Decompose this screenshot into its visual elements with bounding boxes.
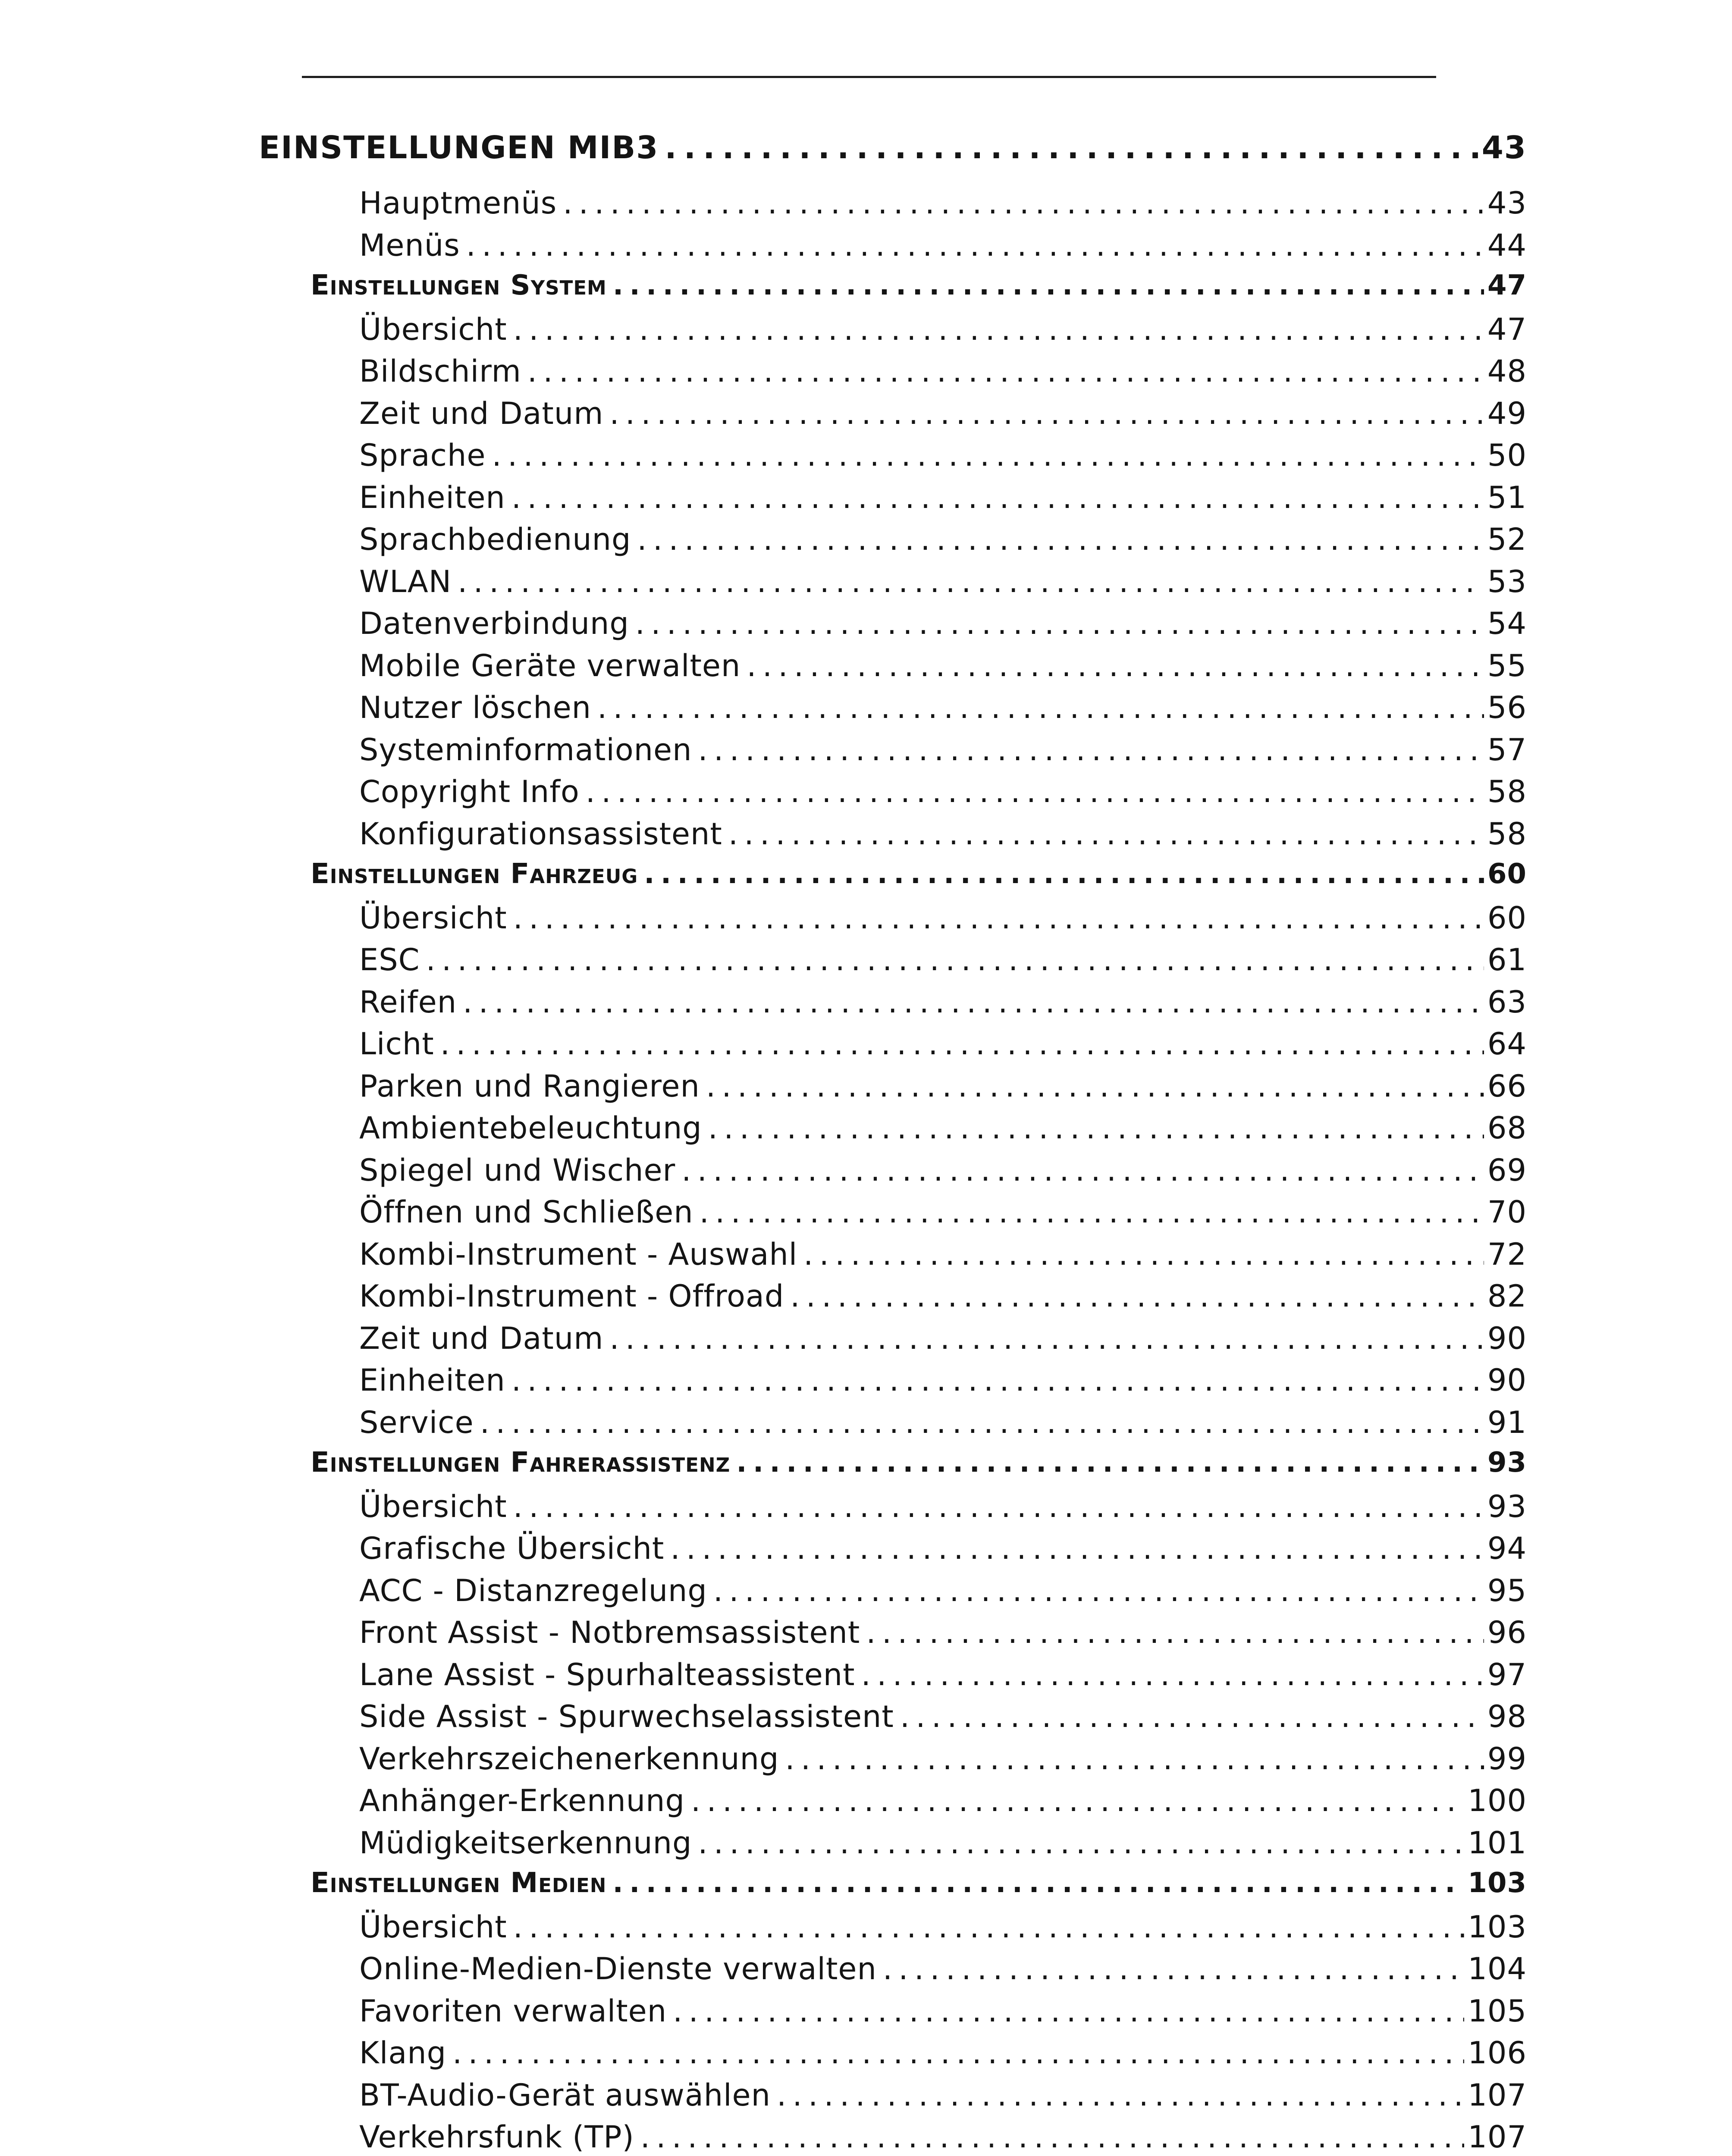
toc-entry-title: Datenverbindung [359,606,629,641]
toc-entry-title: Konfigurationsassistent [359,816,722,852]
toc-entry-title: Lane Assist - Spurhalteassistent [359,1657,855,1692]
toc-entry-page-number: 49 [1487,395,1527,431]
dot-leader [698,732,1484,768]
dot-leader [458,564,1484,599]
dot-leader [597,690,1484,725]
dot-leader [511,1363,1484,1398]
toc-entry-title: Übersicht [359,1909,507,1945]
toc-entry-title: Grafische Übersicht [359,1531,665,1566]
dot-leader [670,1531,1484,1566]
toc-entry-page-number: 103 [1468,1867,1527,1899]
toc-entry-title: Reifen [359,984,457,1020]
toc-entry-page-number: 90 [1487,1363,1527,1398]
toc-entry-subsection[interactable] [259,522,1527,564]
dot-leader [673,1993,1464,2029]
toc-entry-subsection[interactable] [259,1110,1527,1153]
toc-entry-page-number: 54 [1487,606,1527,641]
toc-entry-title: Einheiten [359,479,505,515]
toc-entry-page-number: 106 [1468,2035,1527,2071]
toc-entry-title: Service [359,1404,474,1440]
toc-entry-subsection[interactable] [259,1153,1527,1195]
dot-leader [440,1026,1484,1062]
toc-entry-title: Sprache [359,438,486,473]
toc-entry-page-number: 98 [1487,1699,1527,1734]
toc-entry-page-number: 100 [1468,1783,1527,1818]
dot-leader [612,1867,1464,1899]
toc-entry-page-number: 82 [1487,1279,1527,1314]
dot-leader [708,1110,1484,1146]
dot-leader [513,900,1484,936]
dot-leader [747,648,1484,683]
toc-entry-page-number: 103 [1468,1909,1527,1945]
toc-entry-title: Nutzer löschen [359,690,592,725]
toc-entry-subsection[interactable] [259,185,1527,228]
toc-entry-section[interactable] [259,1447,1527,1489]
toc-entry-title: Side Assist - Spurwechselassistent [359,1699,894,1734]
toc-entry-title: Spiegel und Wischer [359,1152,676,1188]
toc-entry-page-number: 72 [1487,1236,1527,1272]
dot-leader [609,396,1484,431]
toc-entry-subsection[interactable] [259,1825,1527,1868]
toc-entry-page-number: 51 [1487,479,1527,515]
toc-entry-subsection[interactable] [259,606,1527,648]
toc-entry-subsection[interactable] [259,1531,1527,1573]
toc-entry-title: Müdigkeitserkennung [359,1825,692,1861]
toc-entry-subsection[interactable] [259,1699,1527,1741]
dot-leader [635,606,1484,641]
toc-entry-page-number: 90 [1487,1320,1527,1356]
toc-entry-page-number: 52 [1487,522,1527,557]
dot-leader [700,1194,1484,1230]
toc-entry-title: Online-Medien-Dienste verwalten [359,1951,877,1987]
dot-leader [511,480,1484,515]
toc-entry-page-number: 97 [1487,1657,1527,1692]
toc-entry-title: Einstellungen Fahrerassistenz [311,1447,731,1479]
toc-entry-subsection[interactable] [259,354,1527,396]
toc-entry-page-number: 70 [1487,1194,1527,1230]
toc-entry-title: Kombi-Instrument - Offroad [359,1279,784,1314]
toc-entry-subsection[interactable] [259,1657,1527,1699]
toc-entry-subsection[interactable] [259,1026,1527,1069]
toc-entry-page-number: 56 [1487,690,1527,725]
dot-leader [463,984,1484,1020]
toc-entry-title: WLAN [359,564,452,599]
toc-entry-page-number: 69 [1487,1152,1527,1188]
dot-leader [665,129,1478,166]
toc-entry-subsection[interactable] [259,1237,1527,1279]
toc-entry-page-number: 101 [1468,1825,1527,1861]
toc-entry-subsection[interactable] [259,774,1527,816]
dot-leader [728,816,1484,852]
dot-leader [527,354,1484,389]
dot-leader [681,1153,1484,1188]
toc-entry-title: Zeit und Datum [359,395,604,431]
toc-entry-title: Verkehrszeichenerkennung [359,1741,779,1777]
toc-entry-page-number: 48 [1487,354,1527,389]
toc-entry-page-number: 64 [1487,1026,1527,1062]
toc-entry-title: Übersicht [359,1489,507,1524]
dot-leader [513,312,1484,347]
toc-entry-page-number: 91 [1487,1404,1527,1440]
toc-entry-title: Front Assist - Notbremsassistent [359,1615,860,1650]
dot-leader [480,1405,1484,1440]
toc-entry-subsection[interactable] [259,1951,1527,1993]
toc-entry-title: Favoriten verwalten [359,1993,667,2029]
toc-entry-title: Klang [359,2035,447,2071]
toc-entry-title: Einstellungen Medien [311,1867,607,1899]
toc-entry-title: ACC - Distanzregelung [359,1573,707,1608]
toc-entry-page-number: 50 [1487,438,1527,473]
toc-entry-section[interactable] [259,1867,1527,1909]
toc-entry-title: Licht [359,1026,434,1062]
toc-entry-title: Übersicht [359,900,507,936]
toc-entry-subsection[interactable] [259,1194,1527,1237]
toc-entry-subsection[interactable] [259,1573,1527,1615]
toc-entry-subsection[interactable] [259,1615,1527,1657]
toc-entry-page-number: 44 [1487,227,1527,263]
toc-entry-title: Anhänger-Erkennung [359,1783,685,1818]
dot-leader [777,2078,1464,2113]
toc-entry-subsection[interactable] [259,228,1527,270]
toc-entry-section[interactable] [259,270,1527,312]
toc-entry-subsection[interactable] [259,1489,1527,1531]
toc-entry-page-number: 93 [1487,1447,1527,1479]
toc-entry-title: BT-Audio-Gerät auswählen [359,2077,771,2113]
toc-entry-title: Kombi-Instrument - Auswahl [359,1236,798,1272]
toc-entry-subsection[interactable] [259,1741,1527,1783]
toc-entry-page-number: 93 [1487,1489,1527,1524]
toc-entry-page-number: 57 [1487,732,1527,768]
toc-entry-title: Bildschirm [359,354,521,389]
dot-leader [866,1615,1484,1650]
toc-entry-subsection[interactable] [259,1405,1527,1447]
toc-entry-title: Parken und Rangieren [359,1068,700,1104]
toc-entry-page-number: 58 [1487,816,1527,852]
toc-entry-subsection[interactable] [259,1321,1527,1363]
toc-entry-page-number: 94 [1487,1531,1527,1566]
toc-entry-subsection[interactable] [259,1069,1527,1111]
toc-entry-subsection[interactable] [259,1993,1527,2036]
toc-entry-subsection[interactable] [259,1279,1527,1321]
toc-entry-title: Zeit und Datum [359,1320,604,1356]
dot-leader [452,2035,1464,2071]
toc-entry-title: EINSTELLUNGEN MIB3 [259,129,659,166]
toc-entry-section[interactable] [259,858,1527,900]
toc-entry-title: Mobile Geräte verwalten [359,648,741,683]
dot-leader [785,1741,1484,1777]
toc-entry-subsection[interactable] [259,438,1527,480]
toc-entry-page-number: 58 [1487,774,1527,809]
toc-entry-title: Öffnen und Schließen [359,1194,693,1230]
toc-entry-page-number: 53 [1487,564,1527,599]
dot-leader [803,1237,1484,1272]
toc-entry-title: Hauptmenüs [359,185,557,221]
toc-entry-subsection[interactable] [259,480,1527,522]
dot-leader [466,228,1484,263]
toc-entry-page-number: 68 [1487,1110,1527,1146]
toc-entry-subsection[interactable] [259,1783,1527,1825]
dot-leader [563,185,1484,221]
toc-entry-subsection[interactable] [259,564,1527,606]
toc-entry-page-number: 43 [1481,129,1527,166]
dot-leader [586,774,1484,809]
table-of-contents [259,129,1527,2156]
toc-entry-page-number: 107 [1468,2119,1527,2155]
toc-entry-subsection[interactable] [259,1363,1527,1405]
toc-entry-page-number: 55 [1487,648,1527,683]
toc-entry-subsection[interactable] [259,312,1527,354]
dot-leader [698,1825,1464,1861]
header-rule [302,76,1436,78]
toc-entry-subsection[interactable] [259,2035,1527,2078]
dot-leader [900,1699,1484,1734]
dot-leader [613,270,1484,301]
toc-entry-subsection[interactable] [259,1909,1527,1952]
toc-entry-page-number: 95 [1487,1573,1527,1608]
toc-entry-title: Systeminformationen [359,732,692,768]
dot-leader [691,1783,1464,1818]
toc-entry-subsection[interactable] [259,816,1527,859]
toc-entry-page-number: 47 [1487,311,1527,347]
toc-entry-chapter[interactable] [259,129,1527,185]
toc-entry-page-number: 43 [1487,185,1527,221]
toc-entry-subsection[interactable] [259,984,1527,1027]
toc-entry-subsection[interactable] [259,2119,1527,2156]
dot-leader [883,1951,1465,1987]
toc-entry-title: Verkehrsfunk (TP) [359,2119,634,2155]
toc-entry-page-number: 47 [1487,270,1527,301]
toc-entry-subsection[interactable] [259,396,1527,438]
toc-entry-title: Ambientebeleuchtung [359,1110,702,1146]
dot-leader [706,1069,1484,1104]
toc-entry-page-number: 60 [1487,900,1527,936]
dot-leader [637,522,1484,557]
toc-entry-page-number: 96 [1487,1615,1527,1650]
toc-entry-page-number: 107 [1468,2077,1527,2113]
toc-entry-subsection[interactable] [259,900,1527,943]
toc-entry-title: Einstellungen System [311,270,607,301]
toc-entry-subsection[interactable] [259,648,1527,690]
toc-entry-title: Copyright Info [359,774,580,809]
toc-entry-title: Menüs [359,227,460,263]
toc-entry-title: Einheiten [359,1363,505,1398]
dot-leader [513,1909,1465,1945]
toc-entry-title: Sprachbedienung [359,522,631,557]
dot-leader [513,1489,1484,1524]
dot-leader [426,942,1484,978]
toc-entry-page-number: 61 [1487,942,1527,978]
toc-entry-page-number: 104 [1468,1951,1527,1987]
toc-entry-page-number: 63 [1487,984,1527,1020]
toc-entry-title: ESC [359,942,420,978]
toc-entry-title: Übersicht [359,311,507,347]
dot-leader [713,1573,1484,1608]
dot-leader [790,1279,1484,1314]
toc-entry-subsection[interactable] [259,732,1527,774]
toc-entry-page-number: 99 [1487,1741,1527,1777]
dot-leader [640,2119,1465,2155]
dot-leader [609,1321,1484,1356]
dot-leader [861,1657,1484,1692]
dot-leader [736,1447,1484,1479]
toc-entry-subsection[interactable] [259,942,1527,984]
toc-entry-page-number: 60 [1487,858,1527,890]
toc-entry-subsection[interactable] [259,2078,1527,2120]
toc-entry-title: Einstellungen Fahrzeug [311,858,638,890]
toc-entry-page-number: 105 [1468,1993,1527,2029]
dot-leader [644,858,1484,890]
toc-entry-page-number: 66 [1487,1068,1527,1104]
dot-leader [492,438,1484,473]
toc-entry-subsection[interactable] [259,690,1527,732]
